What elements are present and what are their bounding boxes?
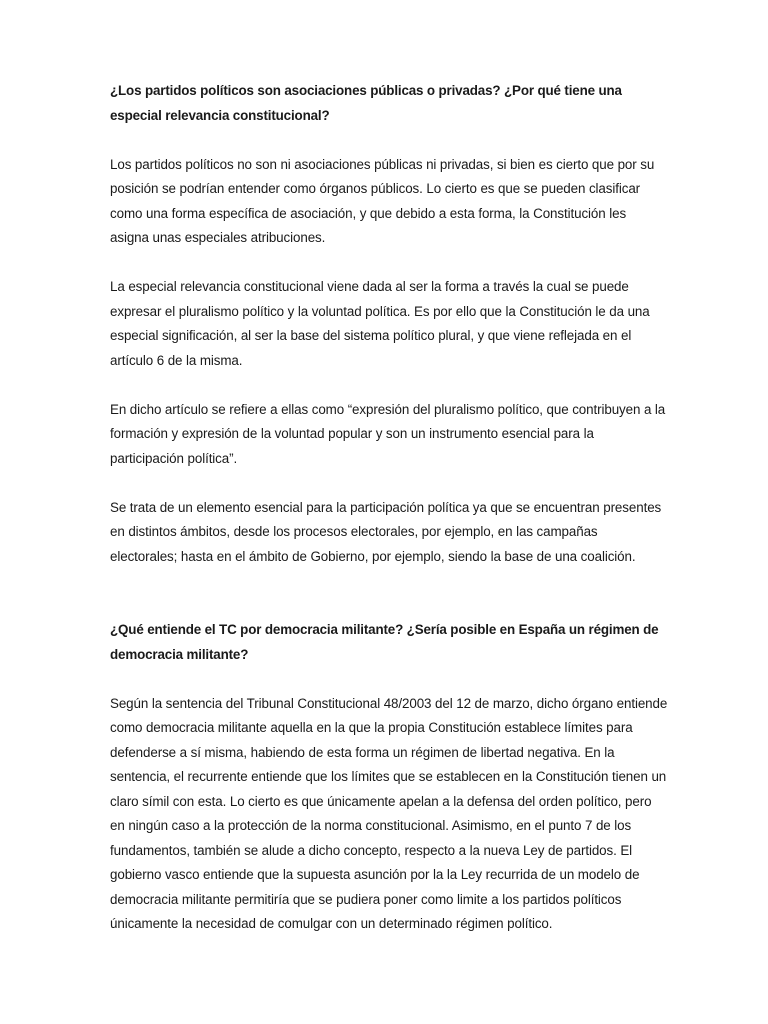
paragraph: La especial relevancia constitucional viene dada al ser la forma a través la cual se puede expresar el pluralismo político y la voluntad política. Es por ello que la Constitución le da una especial significación, al ser la base del sistema político plural, y que viene reflejada en el artículo 6 de la misma.	[110, 279, 650, 368]
section-heading: ¿Qué entiende el TC por democracia militante? ¿Sería posible en España un régimen de democracia militante?	[110, 622, 659, 662]
paragraph: Los partidos políticos no son ni asociaciones públicas ni privadas, si bien es cierto que por su posición se podrían entender como órganos públicos. Lo cierto es que se pueden clasificar como una forma específica de asociación, y que debido a esta forma, la Constitución les asigna unas especiales atribuciones.	[110, 156, 655, 245]
section-heading: ¿Los partidos políticos son asociaciones públicas o privadas? ¿Por qué tiene una especial relevancia constitucional?	[110, 83, 622, 123]
paragraph: En dicho artículo se refiere a ellas como “expresión del pluralismo político, que contribuyen a la formación y expresión de la voluntad popular y son un instrumento esencial para la participación política”.	[110, 401, 666, 466]
paragraph: Se trata de un elemento esencial para la participación política ya que se encuentran presentes en distintos ámbitos, desde los procesos electorales, por ejemplo, en las campañas electorales; hasta en el ámbito de Gobierno, por ejemplo, siendo la base de una coalición.	[110, 499, 662, 564]
paragraph: Según la sentencia del Tribunal Constitucional 48/2003 del 12 de marzo, dicho órgano entiende como democracia militante aquella en la que la propia Constitución establece límites para defenderse a sí misma, habiendo de esta forma un régimen de libertad negativa. En la sentencia, el recurrente entiende que los límites que se establecen en la Constitución tienen un claro símil con esta. Lo cierto es que únicamente apelan a la defensa del orden político, pero en ningún caso a la protección de la norma constitucional. Asimismo, en el punto 7 de los fundamentos, también se alude a dicho concepto, respecto a la nueva Ley de partidos. El gobierno vasco entiende que la supuesta asunción por la la Ley recurrida de un modelo de democracia militante permitiría que se pudiera poner como limite a los partidos políticos únicamente la necesidad de comulgar con un determinado régimen político.	[110, 695, 668, 931]
section-democracia-militante	[110, 618, 668, 937]
section-partidos-politicos	[110, 79, 668, 569]
